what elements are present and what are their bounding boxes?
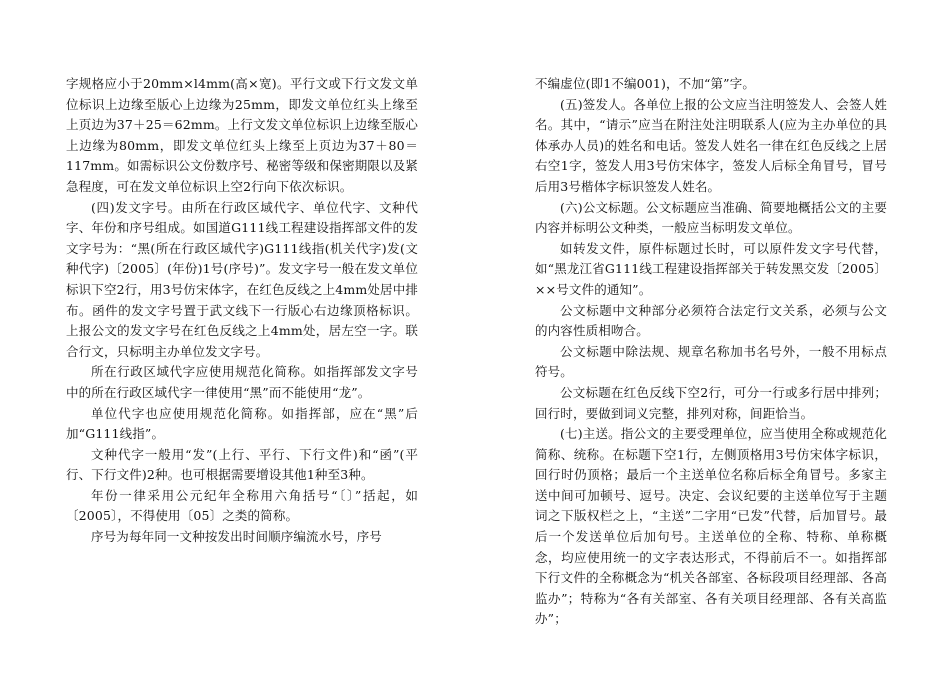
paragraph: (四)发文字号。由所在行政区域代字、单位代字、文种代字、年份和序号组成。如国道G111线工程建设指挥部文件的发文字号为：“黑(所在行政区域代字)G111线指(机关代字)发(文种代字)〔2005〕(年份)1号(序号)”。发文字号一般在发文单位标识下空2行，用3号仿宋体字，在红色反线之上4mm处居中排布。函件的发文字号置于武文线下一行版心右边缘顶格标识。上报公文的发文字号在红色反线之上4mm处，居左空一字。联合行文，只标明主办单位发文字号。 — [66, 199, 418, 359]
paragraph: 如转发文件，原件标题过长时，可以原件发文字号代替，如“黑龙江省G111线工程建设指挥部关于转发黑交发〔2005〕××号文件的通知”。 — [535, 240, 887, 297]
paragraph: 单位代字也应使用规范化简称。如指挥部，应在“黑”后加“G111线指”。 — [66, 405, 418, 442]
paragraph: 序号为每年同一文种按发出时间顺序编流水号，序号 — [91, 529, 382, 545]
paragraph: 字规格应小于20mm×l4mm(高×宽)。平行文或下行文发文单位标识上边缘至版心上边缘为25mm，即发文单位红头上缘至上页边为37＋25＝62mm。上行文发文单位标识上边缘至版心上边缘为80mm，即发文单位红头上缘至上页边为37＋80＝117mm。如需标识公文份数序号、秘密等级和保密期限以及紧急程度，可在发文单位标识上空2行向下依次标识。 — [66, 76, 418, 194]
paragraph: (五)签发人。各单位上报的公文应当注明签发人、会签人姓名。其中，“请示”应当在附注处注明联系人(应为主办单位的具体承办人员)的姓名和电话。签发人姓名一律在红色反线之上居右空1字，签发人用3号仿宋体字，签发人后标全角冒号，冒号后用3号楷体字标识签发人姓名。 — [535, 96, 887, 194]
left-column — [66, 74, 418, 548]
paragraph: 公文标题中除法规、规章名称加书名号外，一般不用标点符号。 — [535, 343, 887, 380]
paragraph: 所在行政区域代字应使用规范化简称。如指挥部发文字号中的所在行政区域代字一律使用“黑”而不能使用“龙”。 — [66, 364, 418, 400]
right-column — [535, 74, 887, 630]
paragraph: 公文标题中文种部分必须符合法定行文关系，必须与公文的内容性质相吻合。 — [535, 302, 887, 339]
paragraph: (七)主送。指公文的主要受理单位，应当使用全称或规范化简称、统称。在标题下空1行，左侧顶格用3号仿宋体字标识，回行时仍顶格；最后一个主送单位名称后标全角冒号。多家主送中间可加顿号、逗号。决定、会议纪要的主送单位写于主题词之下版权栏之上，“主送”二字用“已发”代替，后加冒号。最后一个发送单位后加句号。主送单位的全称、特称、单称概念，均应使用统一的文字表达形式，不得前后不一。如指挥部下行文件的全称概念为“机关各部室、各标段项目经理部、各高监办”；特称为“各有关部室、各有关项目经理部、各有关高监办”； — [535, 426, 887, 627]
paragraph: 公文标题在红色反线下空2行，可分一行或多行居中排列；回行时，要做到词义完整，排列对称，间距恰当。 — [535, 384, 887, 421]
paragraph: (六)公文标题。公文标题应当准确、简要地概括公文的主要内容并标明公文种类，一般应当标明发文单位。 — [535, 199, 887, 236]
paragraph: 年份一律采用公元纪年全称用六角括号“〔〕”括起，如〔2005〕，不得使用〔05〕之类的简称。 — [66, 487, 418, 524]
paragraph: 不编虚位(即1不编001)，不加“第”字。 — [535, 76, 755, 91]
paragraph: 文种代字一般用“发”(上行、平行、下行文件)和“函”(平行、下行文件)2种。也可根据需要增设其他1种至3种。 — [66, 446, 418, 483]
